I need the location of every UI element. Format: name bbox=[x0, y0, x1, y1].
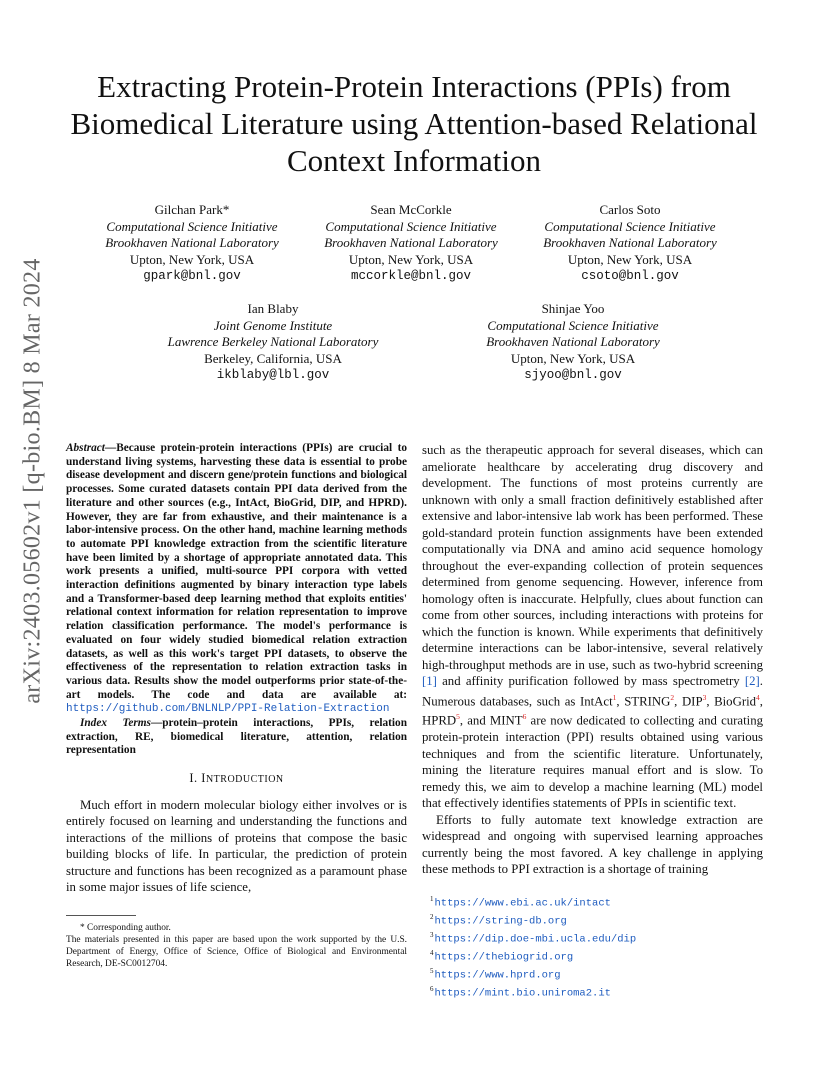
footnote-mark[interactable]: 6 bbox=[522, 712, 527, 722]
abstract-label: Abstract bbox=[66, 442, 105, 454]
abstract bbox=[66, 442, 407, 717]
footnote-url[interactable] bbox=[430, 965, 760, 983]
author-email[interactable]: gpark@bnl.gov bbox=[143, 269, 241, 283]
author-name: Shinjae Yoo bbox=[541, 301, 605, 316]
author-affiliation: Brookhaven National Laboratory bbox=[105, 235, 279, 250]
database-name: BioGrid bbox=[714, 693, 757, 708]
footnote-url-text[interactable]: https://thebiogrid.org bbox=[434, 951, 574, 964]
author-email[interactable]: csoto@bnl.gov bbox=[581, 269, 679, 283]
intro-paragraph-continued: such as the therapeutic approach for several diseases, which can ameliorate healthcare by accelerating drug discovery and development. The functions of most proteins currently are unknown with only a small fraction definitively established after extensive and labor-intensive lab work has been performed. These gold-standard protein function assignments have been extended computationally via DNA and amino acid sequence homology throughout the ever-expanding collection of protein sequences determined from genome sequencing. However, inference from homology often is inaccurate. Helpfully, clues about function can come from other sources, including interactions with proteins for which the function is known. While experiments that definitively determine interactions can be labor-intensive, several relatively high-throughput methods are in use, such as two-hybrid screening [1] and affinity purification followed by mass spectrometry [2]. Numerous databases, such as IntAct$^1$, STRING$^2$, DIP$^3$, BioGrid$^4$, HPRD$^5$, and MINT$^6$ are now dedicated to collecting and curating protein-protein interaction (PPI) results obtained using various techniques and from the scientific literature. Unfortunately, mining the literature requires manual effort and is slow. To remedy this, we aim to develop a machine learning (ML) model that effectively identifies statements of PPIs in scientific text. bbox=[422, 443, 763, 811]
author-location: Upton, New York, USA bbox=[567, 251, 693, 267]
author-block bbox=[92, 202, 292, 285]
abstract-text: —Because protein-protein interactions (PPIs) are crucial to understand living systems, harvesting these data is essential to probe disease development and discern gene/protein functions and biological processes. Some curated datasets contain PPI data derived from the literature and other sources (e.g., IntAct, BioGrid, DIP, and HPRD). However, they are far from exhaustive, and their maintenance is a labor-intensive process. On the other hand, machine learning methods to automate PPI knowledge extraction from the scientific literature have been limited by a shortage of appropriate annotated data. This work presents a unified, multi-source PPI corpora with vetted interaction definitions augmented by binary interaction type labels and a Transformer-based deep learning method that exploits entities' relational context information for relation representation to improve relation classification performance. The model's performance is evaluated on four widely studied biomedical relation extraction datasets, as well as this work's target PPI datasets, to observe the effectiveness of the representation to relation extraction tasks in various data. Results show the model outperforms prior state-of-the-art models. The code and data are available at: bbox=[66, 442, 407, 701]
right-column bbox=[422, 442, 763, 878]
author-email[interactable]: mccorkle@bnl.gov bbox=[350, 269, 472, 283]
footnotes-left bbox=[66, 922, 407, 970]
footnote-mark[interactable]: 1 bbox=[612, 692, 617, 702]
author-email[interactable]: ikblaby@lbl.gov bbox=[216, 368, 330, 382]
footnote-mark[interactable]: 4 bbox=[756, 692, 760, 702]
author-name: Gilchan Park* bbox=[154, 202, 230, 217]
author-affiliation: Computational Science Initiative bbox=[487, 317, 659, 333]
author-affiliation: Computational Science Initiative bbox=[106, 218, 278, 234]
citation-link[interactable]: [2] bbox=[744, 674, 760, 688]
footnote-url[interactable] bbox=[430, 983, 760, 1001]
left-column bbox=[66, 442, 407, 896]
author-affiliation: Brookhaven National Laboratory bbox=[543, 235, 717, 250]
footnote-url[interactable] bbox=[430, 893, 760, 911]
author-location: Upton, New York, USA bbox=[348, 251, 474, 267]
arxiv-identifier-text: arXiv:2403.05602v1 [q-bio.BM] 8 Mar 2024 bbox=[19, 257, 46, 704]
author-email[interactable]: sjyoo@bnl.gov bbox=[524, 368, 622, 382]
author-block bbox=[530, 202, 730, 285]
code-link[interactable]: https://github.com/BNLNLP/PPI-Relation-Extraction bbox=[66, 703, 390, 716]
author-affiliation: Brookhaven National Laboratory bbox=[486, 334, 660, 349]
database-name: HPRD bbox=[422, 713, 457, 728]
footnote-url-text[interactable]: https://mint.bio.uniroma2.it bbox=[434, 987, 611, 1000]
author-affiliation: Computational Science Initiative bbox=[544, 218, 716, 234]
author-block bbox=[473, 301, 673, 384]
citation-link[interactable]: [1] bbox=[422, 674, 437, 688]
footnote-mark[interactable]: 3 bbox=[702, 692, 707, 702]
section-numeral: I. bbox=[189, 771, 198, 786]
arxiv-identifier bbox=[19, 257, 46, 704]
footnote-url-text[interactable]: https://www.ebi.ac.uk/intact bbox=[434, 897, 611, 910]
author-block bbox=[158, 301, 388, 384]
database-name: DIP bbox=[681, 693, 703, 708]
author-location: Berkeley, California, USA bbox=[204, 350, 342, 366]
intro-paragraph: Efforts to fully automate text knowledge extraction are widespread and ongoing with supervised learning approaches currently being the most favored. A key challenge in applying these methods to PPI extraction is a shortage of training bbox=[422, 812, 763, 877]
author-affiliation: Computational Science Initiative bbox=[325, 218, 497, 234]
author-affiliation: Brookhaven National Laboratory bbox=[324, 235, 498, 250]
body-text: and affinity purification followed by mass spectrometry bbox=[436, 674, 745, 688]
author-affiliation: Joint Genome Institute bbox=[213, 317, 333, 333]
index-terms-label: Index Terms bbox=[80, 717, 151, 730]
footnote-number: 6 bbox=[430, 985, 434, 993]
footnote-number: 3 bbox=[430, 931, 434, 939]
author-location: Upton, New York, USA bbox=[129, 251, 255, 267]
footnote-url-text[interactable]: https://string-db.org bbox=[434, 915, 567, 928]
author-block bbox=[311, 202, 511, 285]
footnote-url-text[interactable]: https://www.hprd.org bbox=[434, 969, 561, 982]
footnote-mark[interactable]: 2 bbox=[670, 692, 675, 702]
footnote-mark[interactable]: 5 bbox=[456, 712, 460, 722]
corresponding-author-note: * Corresponding author. bbox=[80, 923, 171, 933]
author-name: Sean McCorkle bbox=[370, 202, 452, 217]
footnote-number: 4 bbox=[430, 949, 434, 957]
index-terms-text: —protein–protein interactions, PPIs, relation extraction, RE, biomedical literature, attention, relation representation bbox=[66, 717, 407, 757]
index-terms bbox=[66, 717, 407, 758]
section-title-initial: I bbox=[201, 771, 206, 786]
author-name: Ian Blaby bbox=[247, 301, 299, 316]
author-location: Upton, New York, USA bbox=[510, 350, 636, 366]
body-text: are now dedicated to collecting and curating protein-protein interaction (PPI) results obtained using various techniques and from the scientific literature. Unfortunately, mining the literature requires manual effort and is slow. To remedy this, we aim to develop a machine learning (ML) model that effectively identifies statements of PPIs in scientific text. bbox=[422, 713, 763, 811]
footnote-url-text[interactable]: https://dip.doe-mbi.ucla.edu/dip bbox=[434, 933, 637, 946]
section-title-rest: NTRODUCTION bbox=[205, 774, 284, 786]
footnote-url[interactable] bbox=[430, 929, 760, 947]
database-name: STRING bbox=[624, 693, 671, 708]
footnote-url[interactable] bbox=[430, 947, 760, 965]
footnote-number: 5 bbox=[430, 967, 434, 975]
body-text: such as the therapeutic approach for several diseases, which can ameliorate healthcare by accelerating drug discovery and development. The functions of most proteins currently are unknown with only a small fraction definitively established after extensive and labor-intensive lab work has been performed. These gold-standard protein function assignments have been extended computationally via DNA and amino acid sequence homology throughout the ever-expanding collection of protein sequences determined from genome sequencing. However, inference from homology often is inaccurate. Helpfully, clues about function can come from other sources, including interactions with proteins for which the function is known. While experiments that definitively determine interactions can be labor-intensive, several relatively high-throughput methods are in use, such as two-hybrid screening bbox=[422, 443, 763, 672]
footnote-url[interactable] bbox=[430, 911, 760, 929]
database-name: MINT bbox=[489, 713, 523, 728]
footnote-number: 2 bbox=[430, 913, 434, 921]
body-text: . Numerous databases, such as IntAct bbox=[422, 674, 763, 708]
url-footnotes bbox=[430, 893, 760, 1001]
section-heading bbox=[66, 770, 407, 789]
funding-note: The materials presented in this paper are based upon the work supported by the U.S. Department of Energy, Office of Science, Office of Biological and Environmental Research, DE-SC0012704. bbox=[66, 935, 407, 969]
footnote-divider bbox=[66, 915, 136, 916]
author-affiliation: Lawrence Berkeley National Laboratory bbox=[167, 334, 379, 349]
footnote-number: 1 bbox=[430, 895, 434, 903]
intro-paragraph: Much effort in modern molecular biology either involves or is entirely focused on learning and understanding the functions and interactions of the millions of proteins that compose the basic building blocks of life. In particular, the prediction of protein structure and functions has been recognized as a paramount phase in some major issues of life science, bbox=[66, 797, 407, 895]
paper-title: Extracting Protein-Protein Interactions (PPIs) from Biomedical Literature using Attention-based Relational Context Information bbox=[70, 69, 758, 178]
author-name: Carlos Soto bbox=[599, 202, 661, 217]
